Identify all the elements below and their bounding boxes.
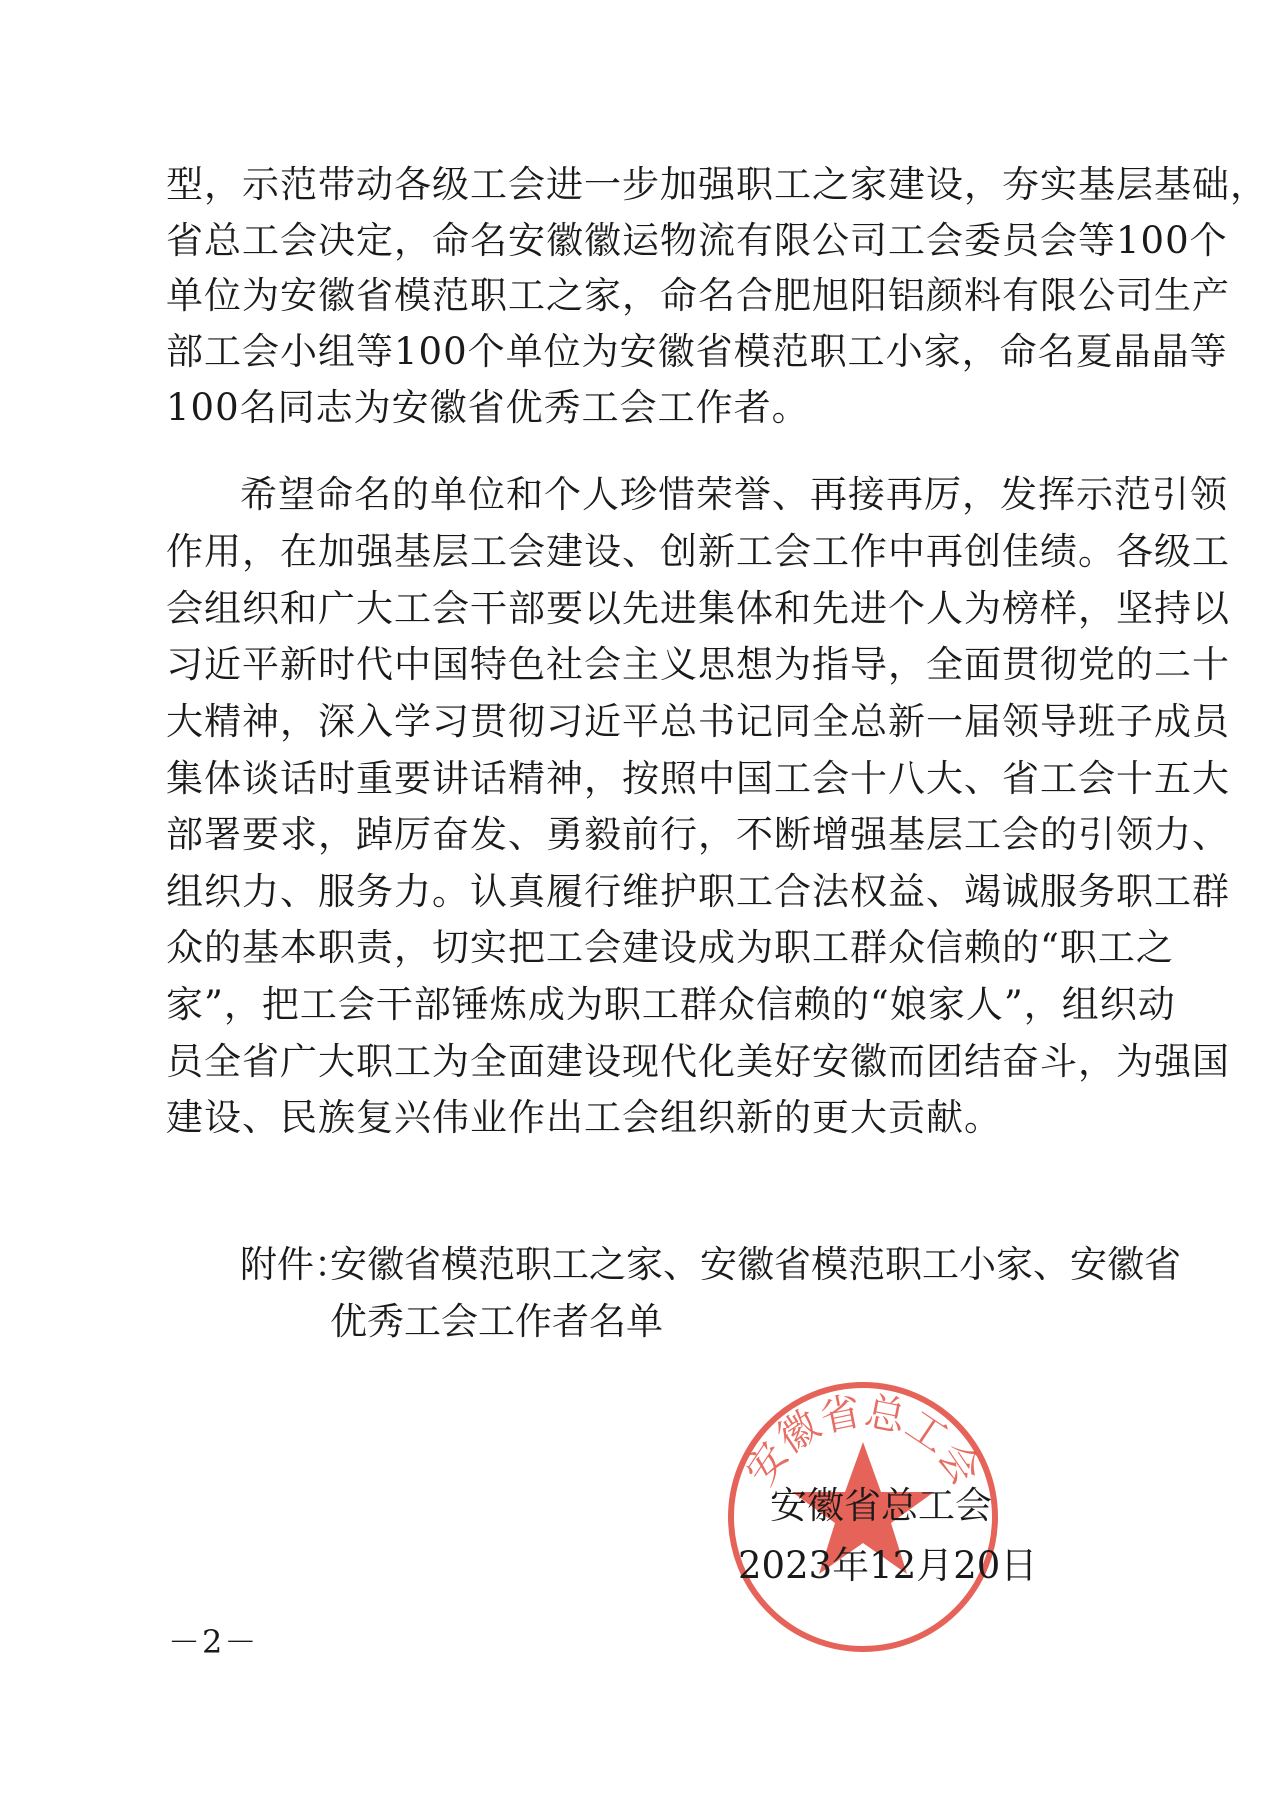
attachment-label: 附件： [240,1243,351,1286]
paragraph1-line-1: 型，示范带动各级工会进一步加强职工之家建设，夯实基层基础， [166,163,1268,206]
paragraph2-line-2: 作用，在加强基层工会建设、创新工会工作中再创佳绩。各级工 [166,530,1230,573]
paragraph2-line-9: 众的基本职责，切实把工会建设成为职工群众信赖的“职工之 [166,926,1174,969]
page-number: －2－ [168,1623,259,1661]
attachment-line-1: 安徽省模范职工之家、安徽省模范职工小家、安徽省 [330,1243,1181,1286]
paragraph2-line-7: 部署要求，踔厉奋发、勇毅前行，不断增强基层工会的引领力、 [166,813,1230,856]
paragraph1-line-3: 单位为安徽省模范职工之家，命名合肥旭阳铝颜料有限公司生产 [166,274,1230,317]
paragraph2-line-4: 习近平新时代中国特色社会主义思想为指导，全面贯彻党的二十 [166,643,1230,686]
seal-text: 安徽省总工会 [737,1388,989,1494]
attachment-line-2: 优秀工会工作者名单 [330,1300,663,1343]
paragraph2-line-11: 员全省广大职工为全面建设现代化美好安徽而团结奋斗，为强国 [166,1040,1230,1083]
paragraph2-line-6: 集体谈话时重要讲话精神，按照中国工会十八大、省工会十五大 [166,757,1230,800]
paragraph2-line-1: 希望命名的单位和个人珍惜荣誉、再接再厉，发挥示范引领 [240,473,1228,516]
issue-date: 2023年12月20日 [738,1544,1038,1587]
paragraph1-line-5: 100名同志为安徽省优秀工会工作者。 [166,386,810,429]
paragraph2-line-12: 建设、民族复兴伟业作出工会组织新的更大贡献。 [166,1096,1002,1139]
paragraph2-line-5: 大精神，深入学习贯彻习近平总书记同全总新一届领导班子成员 [166,700,1230,743]
paragraph1-line-4: 部工会小组等100个单位为安徽省模范职工小家，命名夏晶晶等 [166,330,1228,373]
paragraph2-line-10: 家”，把工会干部锤炼成为职工群众信赖的“娘家人”，组织动 [166,983,1176,1026]
paragraph2-line-8: 组织力、服务力。认真履行维护职工合法权益、竭诚服务职工群 [166,870,1230,913]
issuing-organization: 安徽省总工会 [770,1484,992,1527]
paragraph2-line-3: 会组织和广大工会干部要以先进集体和先进个人为榜样，坚持以 [166,587,1230,630]
paragraph1-line-2: 省总工会决定，命名安徽徽运物流有限公司工会委员会等100个 [166,219,1228,262]
